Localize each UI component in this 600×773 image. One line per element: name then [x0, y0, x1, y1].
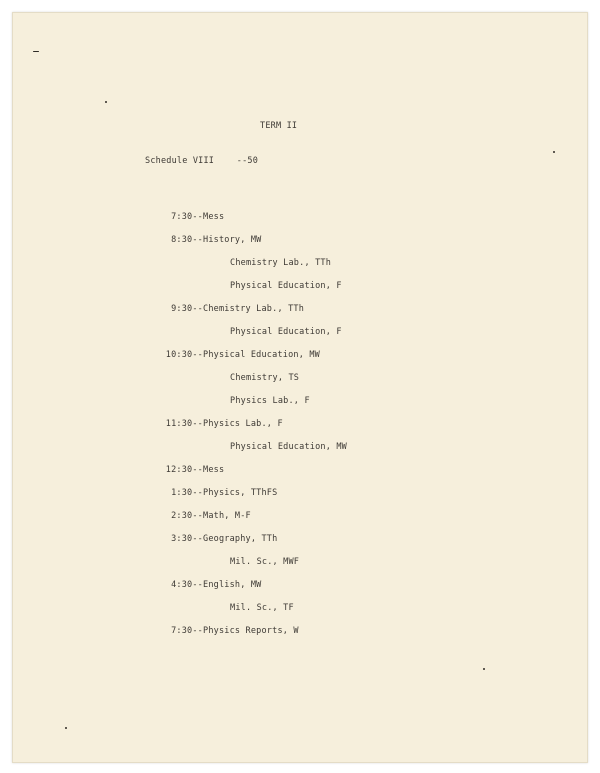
- entry-time: 9:30--: [171, 304, 203, 314]
- entry-time: 11:30--: [165, 419, 203, 429]
- entry-course: Mil. Sc., TF: [230, 603, 294, 613]
- paper-speck: [483, 668, 485, 670]
- schedule-heading: [145, 156, 258, 166]
- entry-course: Mess: [203, 212, 225, 222]
- entry-course: Math, M-F: [203, 511, 251, 521]
- entry-course: Chemistry, TS: [230, 373, 300, 383]
- entry-time: 7:30--: [171, 626, 203, 636]
- entry-course: Physical Education, F: [230, 327, 342, 337]
- entry-course: Chemistry Lab., TTh: [203, 304, 305, 314]
- schedule-label: Schedule VIII: [145, 156, 215, 166]
- entry-time: 8:30--: [171, 235, 203, 245]
- paper-speck: [105, 101, 107, 103]
- entry-course: Physics, TThFS: [203, 488, 278, 498]
- entry-time: 2:30--: [171, 511, 203, 521]
- entry-course: Mess: [203, 465, 225, 475]
- entry-course: Geography, TTh: [203, 534, 278, 544]
- schedule-number: --50: [236, 156, 259, 166]
- entry-course: Mil. Sc., MWF: [230, 557, 300, 567]
- entry-time: 1:30--: [171, 488, 203, 498]
- entry-course: Chemistry Lab., TTh: [230, 258, 332, 268]
- document-page: [12, 12, 588, 763]
- entry-time: 4:30--: [171, 580, 203, 590]
- entry-course: Physical Education, F: [230, 281, 342, 291]
- paper-speck: [553, 151, 555, 153]
- paper-speck: [65, 727, 67, 729]
- entry-course: Physics Reports, W: [203, 626, 299, 636]
- entry-course: Physical Education, MW: [230, 442, 347, 452]
- entry-course: Physical Education, MW: [203, 350, 320, 360]
- entry-course: History, MW: [203, 235, 262, 245]
- entry-time: 7:30--: [171, 212, 203, 222]
- paper-speck: [33, 51, 39, 52]
- entry-time: 12:30--: [165, 465, 203, 475]
- entry-course: Physics Lab., F: [203, 419, 283, 429]
- entry-time: 10:30--: [165, 350, 203, 360]
- entry-course: Physics Lab., F: [230, 396, 310, 406]
- document-title: TERM II: [260, 121, 298, 131]
- entry-course: English, MW: [203, 580, 262, 590]
- entry-time: 3:30--: [171, 534, 203, 544]
